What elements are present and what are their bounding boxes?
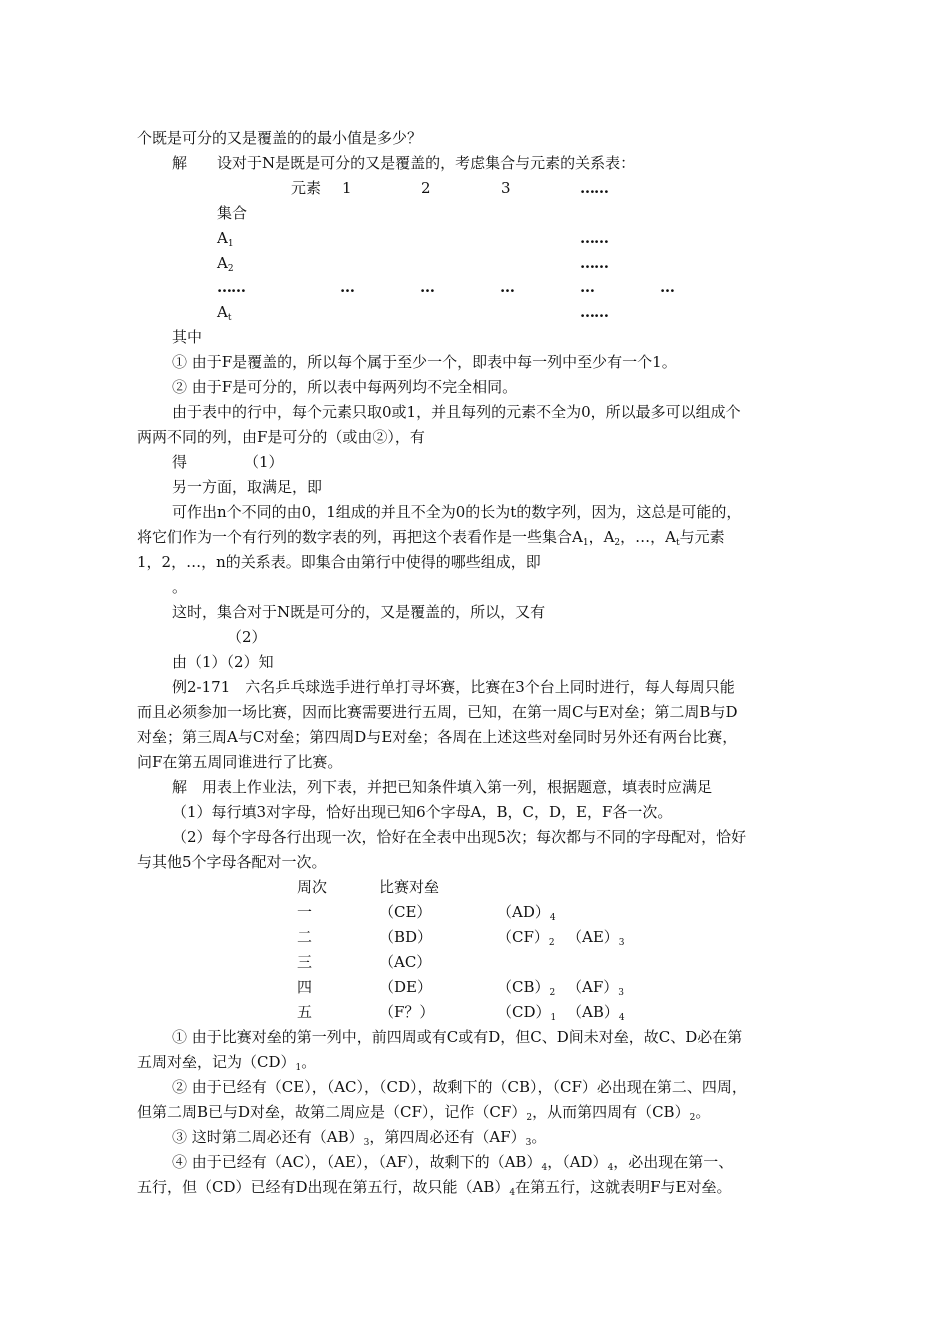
ellipsis: …… <box>580 229 608 247</box>
ellipsis: …… <box>580 254 608 272</box>
equation-number: （1） <box>244 453 284 471</box>
week-label: 四 <box>297 978 313 996</box>
text-line: 与其他5个字母各配对一次。 <box>137 853 327 871</box>
ellipsis: … <box>340 278 354 296</box>
text-line: 解 设对于N是既是可分的又是覆盖的，考虑集合与元素的关系表： <box>172 154 636 172</box>
match-cell: （F？） <box>379 1003 435 1021</box>
text-line: 将它们作为一个有行列的数字表的列，再把这个表看作是一些集合$A_1$，$A_2$，…，$A_t$与元素 <box>137 528 725 548</box>
match-cell: $(AE)_3$ <box>567 928 625 948</box>
text-line: （1）每行填3对字母，恰好出现已知6个字母A，B，C，D，E，F各一次。 <box>172 803 673 821</box>
ellipsis: … <box>500 278 514 296</box>
text-line: 1，2，…，n的关系表。即集合由第行中使得的哪些组成，即 <box>137 553 541 571</box>
week-label: 五 <box>297 1003 313 1021</box>
text-line: 由（1）（2）知 <box>172 653 274 671</box>
ellipsis: … <box>420 278 434 296</box>
table-header-match: 比赛对垒 <box>379 878 440 896</box>
text-line: 对垒；第三周A与C对垒；第四周D与E对垒；各周在上述这些对垒同时另外还有两台比赛， <box>137 728 738 746</box>
row-label: $A_t$ <box>217 303 232 323</box>
text-line: 。 <box>172 578 188 596</box>
match-cell: $(AD)_4$ <box>497 903 556 923</box>
text-line: ① 由于比赛对垒的第一列中，前四周或有C或有D，但C、D间未对垒，故C、D必在第 <box>172 1028 743 1046</box>
match-cell: $(CD)_1$ <box>497 1003 557 1023</box>
text-line: ④ 由于已经有（AC），（AE），（AF），故剩下的$(AB)_4$，$(AD)_4$，必出现在第一、 <box>172 1153 734 1173</box>
match-cell: $(CB)_2$ <box>497 978 556 998</box>
text-line: 由于表中的行中，每个元素只取0或1，并且每列的元素不全为0，所以最多可以组成个 <box>172 403 741 421</box>
match-cell: $(CF)_2$ <box>497 928 555 948</box>
table-header-col: 2 <box>421 179 431 197</box>
text-line: ③ 这时第二周必还有$(AB)_3$，第四周必还有$(AF)_3$。 <box>172 1128 547 1148</box>
match-cell: （BD） <box>379 928 433 946</box>
text-line: ② 由于已经有（CE），（AC），（CD），故剩下的（CB），（CF）必出现在第二、四周， <box>172 1078 747 1096</box>
ellipsis: …… <box>217 278 245 296</box>
week-label: 三 <box>297 953 313 971</box>
ellipsis: …… <box>580 303 608 321</box>
text-line: 两两不同的列，由F是可分的（或由②），有 <box>137 428 425 446</box>
text-line: 五周对垒，记为$(CD)_1$。 <box>137 1053 317 1073</box>
row-label: $A_2$ <box>217 254 234 274</box>
text-line: 解 用表上作业法，列下表，并把已知条件填入第一列，根据题意，填表时应满足 <box>172 778 713 796</box>
text-line: ① 由于F是覆盖的，所以每个属于至少一个，即表中每一列中至少有一个1。 <box>172 353 677 371</box>
equation-number: （2） <box>227 628 267 646</box>
match-cell: $(AB)_4$ <box>567 1003 625 1023</box>
text-line: 个既是可分的又是覆盖的的最小值是多少？ <box>137 129 423 147</box>
match-cell: （DE） <box>379 978 432 996</box>
text-line: 但第二周B已与D对垒，故第二周应是（CF），记作$(CF)_2$，从而第四周有$(CB)_2$。 <box>137 1103 711 1123</box>
table-header-week: 周次 <box>297 878 328 896</box>
table-header-element: 元素 <box>291 179 322 197</box>
text-line: 这时，集合对于N既是可分的，又是覆盖的，所以，又有 <box>172 603 546 621</box>
text-line: 问F在第五周同谁进行了比赛。 <box>137 753 343 771</box>
text-line: 另一方面，取满足，即 <box>172 478 323 496</box>
text-line: 例2-171 六名乒乓球选手进行单打寻坏赛，比赛在3个台上同时进行，每人每周只能 <box>172 678 735 696</box>
ellipsis: … <box>660 278 674 296</box>
match-cell: （CE） <box>379 903 432 921</box>
week-label: 一 <box>297 903 313 921</box>
text-line: 而且必须参加一场比赛，因而比赛需要进行五周，已知，在第一周C与E对垒；第二周B与D <box>137 703 738 721</box>
table-header-col: 1 <box>342 179 352 197</box>
week-label: 二 <box>297 928 313 946</box>
match-cell: $(AF)_3$ <box>567 978 624 998</box>
match-cell: （AC） <box>379 953 432 971</box>
text-line: ② 由于F是可分的，所以表中每两列均不完全相同。 <box>172 378 518 396</box>
text-line: 五行，但（CD）已经有D出现在第五行，故只能$(AB)_4$在第五行，这就表明F与E对垒。 <box>137 1178 732 1198</box>
table-header-set: 集合 <box>217 204 248 222</box>
ellipsis: …… <box>580 179 608 197</box>
text-line: 其中 <box>172 328 203 346</box>
text-line: （2）每个字母各行出现一次，恰好在全表中出现5次；每次都与不同的字母配对，恰好 <box>172 828 747 846</box>
text-line: 得 <box>172 453 188 471</box>
ellipsis: … <box>580 278 594 296</box>
row-label: $A_1$ <box>217 229 234 249</box>
table-header-col: 3 <box>501 179 511 197</box>
text-line: 可作出n个不同的由0，1组成的并且不全为0的长为t的数字列，因为，这总是可能的， <box>172 503 742 521</box>
